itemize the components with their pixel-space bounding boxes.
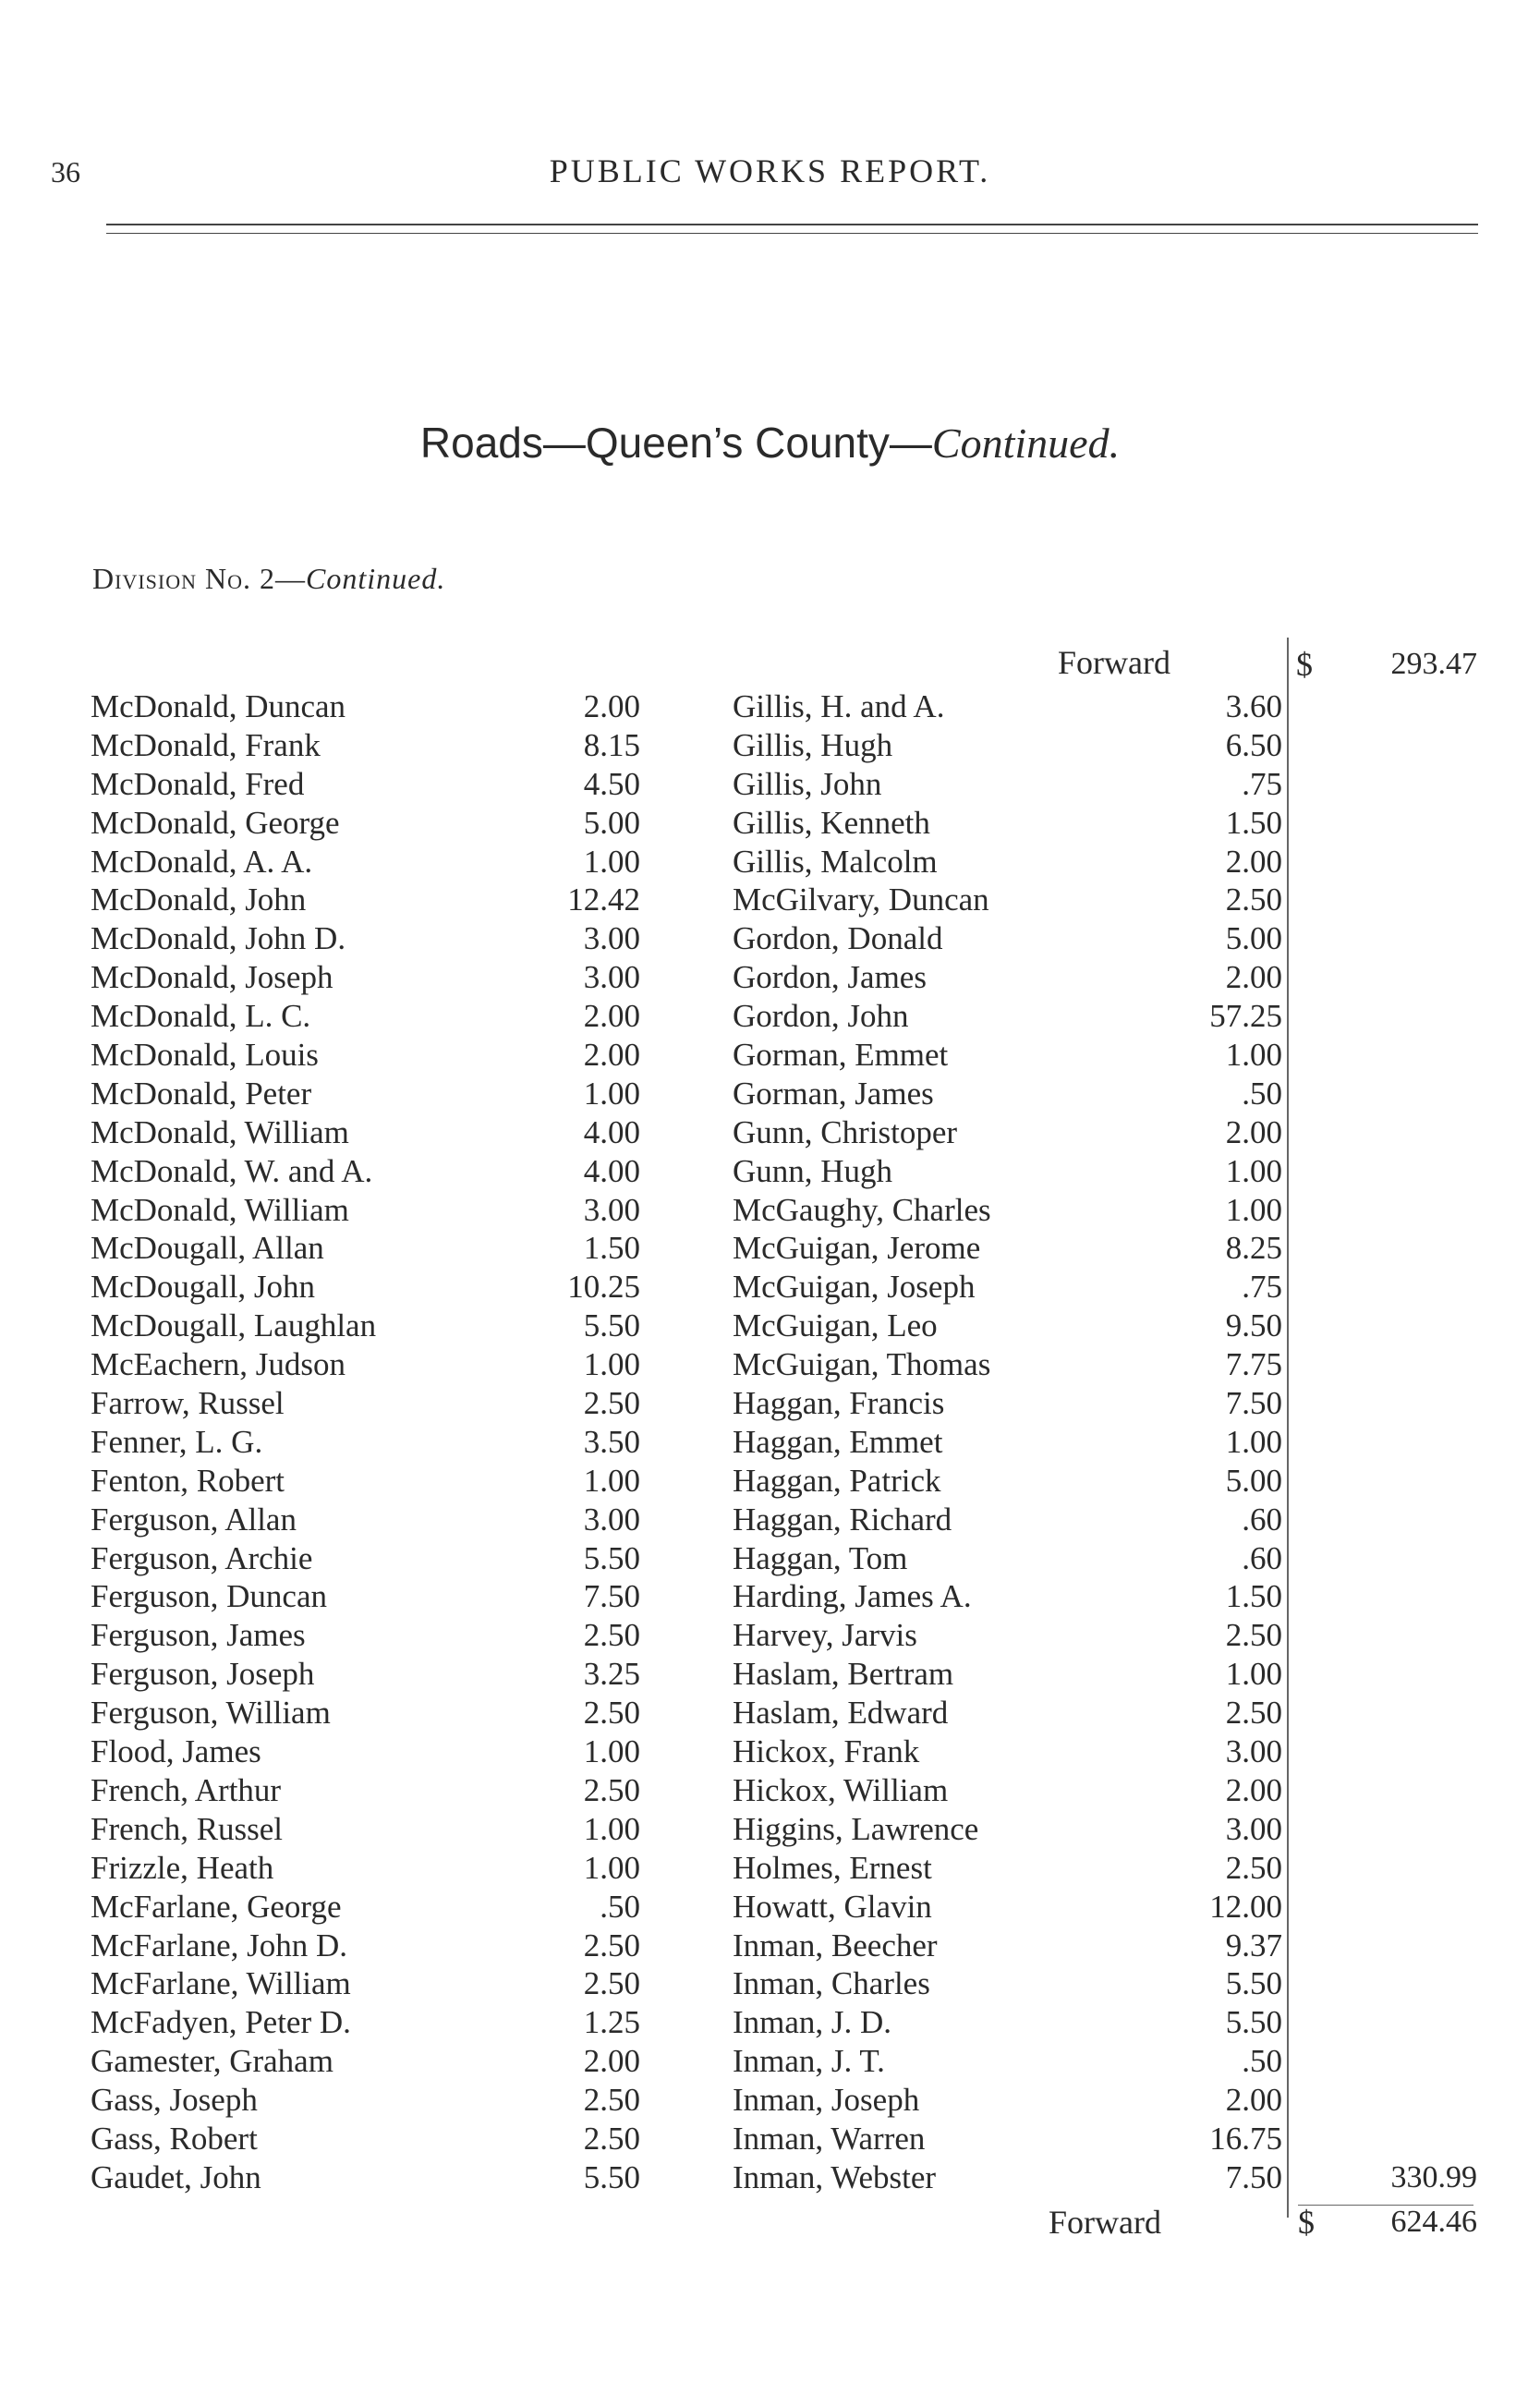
entry-name: Inman, J. T. — [733, 2043, 885, 2080]
entry-name: Ferguson, Duncan — [91, 1578, 327, 1615]
list-item — [91, 1616, 640, 1655]
entry-amount: .50 — [1242, 2043, 1282, 2080]
entry-amount: 5.50 — [583, 2158, 640, 2195]
entry-amount: 3.00 — [1225, 1810, 1282, 1847]
entry-amount: 1.00 — [1225, 1037, 1282, 1074]
entry-amount: 5.50 — [583, 1539, 640, 1576]
entry-name: Higgins, Lawrence — [733, 1810, 979, 1847]
entry-amount: 2.50 — [583, 2120, 640, 2157]
list-item — [91, 687, 640, 726]
list-item — [91, 1849, 640, 1888]
list-item — [733, 1423, 1282, 1462]
entry-name: McDougall, John — [91, 1269, 316, 1306]
entry-name: Gordon, John — [733, 998, 909, 1035]
entry-name: Hickox, William — [733, 1771, 949, 1808]
entry-amount: 1.25 — [583, 2004, 640, 2041]
list-item — [733, 2120, 1282, 2158]
list-item — [733, 1694, 1282, 1732]
entry-name: Ferguson, Archie — [91, 1539, 313, 1576]
entry-name: Gorman, James — [733, 1075, 934, 1112]
entry-amount: 9.50 — [1225, 1307, 1282, 1344]
entry-name: Fenton, Robert — [91, 1462, 285, 1499]
entry-name: McDonald, Frank — [91, 726, 321, 763]
list-item — [733, 1462, 1282, 1501]
entry-name: Gillis, Malcolm — [733, 843, 938, 880]
list-item — [733, 1655, 1282, 1694]
section-title-main: Roads—Queen’s County— — [419, 419, 932, 467]
list-item — [733, 1113, 1282, 1152]
entry-amount: 4.00 — [583, 1152, 640, 1189]
list-item — [91, 1152, 640, 1191]
entry-amount: 2.50 — [583, 1617, 640, 1654]
list-item — [733, 1036, 1282, 1075]
entry-amount: 2.00 — [1225, 1771, 1282, 1808]
list-item — [91, 726, 640, 765]
entry-amount: 16.75 — [1209, 2120, 1282, 2157]
list-item — [733, 804, 1282, 843]
entry-amount: 1.50 — [583, 1230, 640, 1267]
entry-name: Fenner, L. G. — [91, 1423, 263, 1460]
list-item — [733, 1501, 1282, 1539]
list-item — [733, 2081, 1282, 2120]
entry-name: Gamester, Graham — [91, 2043, 333, 2080]
entry-amount: 3.50 — [583, 1423, 640, 1460]
entry-amount: 3.00 — [583, 1501, 640, 1538]
entry-name: McFarlane, George — [91, 1888, 342, 1925]
list-item — [733, 958, 1282, 997]
list-item — [733, 919, 1282, 958]
entry-name: Ferguson, William — [91, 1695, 331, 1732]
list-item — [733, 2158, 1282, 2197]
entry-name: French, Russel — [91, 1810, 284, 1847]
list-item — [91, 1307, 640, 1345]
entry-amount: 7.50 — [1225, 2158, 1282, 2195]
entry-amount: 7.50 — [583, 1578, 640, 1615]
entry-amount: 1.00 — [583, 1733, 640, 1770]
entry-name: McGilvary, Duncan — [733, 881, 989, 918]
entry-name: McDonald, John D. — [91, 920, 346, 957]
list-item — [733, 1616, 1282, 1655]
forward-bottom-amount: 624.46 — [1390, 2205, 1477, 2239]
list-item — [733, 1268, 1282, 1307]
entry-name: McDonald, Fred — [91, 765, 305, 802]
entry-name: Haggan, Patrick — [733, 1462, 941, 1499]
entry-amount: 2.00 — [583, 998, 640, 1035]
entry-name: McDonald, George — [91, 804, 340, 841]
list-item — [733, 881, 1282, 919]
entry-name: Harvey, Jarvis — [733, 1617, 917, 1654]
list-item — [733, 1345, 1282, 1384]
entry-name: Haggan, Emmet — [733, 1423, 943, 1460]
list-item — [733, 1191, 1282, 1230]
list-item — [733, 1577, 1282, 1616]
entry-name: McDonald, W. and A. — [91, 1152, 373, 1189]
section-title — [0, 418, 1540, 468]
list-item — [733, 1307, 1282, 1345]
entry-amount: 9.37 — [1225, 1927, 1282, 1963]
list-item — [91, 919, 640, 958]
entry-name: Frizzle, Heath — [91, 1849, 274, 1886]
list-item — [733, 2042, 1282, 2081]
entry-name: Flood, James — [91, 1733, 261, 1770]
entry-name: Ferguson, Joseph — [91, 1656, 315, 1693]
entry-name: Hickox, Frank — [733, 1733, 920, 1770]
entry-name: Inman, J. D. — [733, 2004, 892, 2041]
list-item — [733, 1152, 1282, 1191]
entry-amount: 3.00 — [1225, 1733, 1282, 1770]
entry-amount: 1.00 — [583, 1075, 640, 1112]
division-heading — [92, 562, 445, 596]
list-item — [733, 1229, 1282, 1268]
running-head: PUBLIC WORKS REPORT. — [549, 152, 991, 189]
entry-amount: 1.00 — [1225, 1656, 1282, 1693]
entry-name: Inman, Beecher — [733, 1927, 938, 1963]
entry-name: Gass, Joseph — [91, 2082, 258, 2119]
entry-amount: 2.00 — [583, 1037, 640, 1074]
list-item — [733, 997, 1282, 1036]
list-item — [733, 1927, 1282, 1965]
entry-amount: 1.00 — [583, 1346, 640, 1383]
entry-amount: 2.50 — [583, 1385, 640, 1422]
entry-amount: 1.00 — [583, 843, 640, 880]
entry-name: Gass, Robert — [91, 2120, 258, 2157]
entry-name: McDonald, Joseph — [91, 959, 333, 996]
entry-name: Gillis, Hugh — [733, 726, 893, 763]
list-item — [91, 1810, 640, 1849]
entry-amount: 5.50 — [583, 1307, 640, 1344]
entry-name: McDonald, L. C. — [91, 998, 311, 1035]
entry-amount: 2.50 — [1225, 881, 1282, 918]
right-entry-list — [733, 687, 1282, 2197]
division-label: Division No. — [92, 562, 251, 595]
entry-name: McFadyen, Peter D. — [91, 2004, 351, 2041]
entry-amount: 1.00 — [1225, 1152, 1282, 1189]
entry-amount: 8.25 — [1225, 1230, 1282, 1267]
list-item — [91, 1075, 640, 1113]
entry-amount: 2.00 — [1225, 959, 1282, 996]
list-item — [91, 1345, 640, 1384]
entry-amount: 1.00 — [1225, 1191, 1282, 1228]
list-item — [91, 1927, 640, 1965]
entry-amount: .50 — [1242, 1075, 1282, 1112]
entry-amount: 2.00 — [583, 688, 640, 724]
list-item — [91, 1655, 640, 1694]
entry-name: Haslam, Edward — [733, 1695, 949, 1732]
entry-amount: 2.50 — [1225, 1849, 1282, 1886]
list-item — [733, 1849, 1282, 1888]
entry-name: Gorman, Emmet — [733, 1037, 949, 1074]
entry-name: McDougall, Allan — [91, 1230, 324, 1267]
entry-amount: 10.25 — [567, 1269, 640, 1306]
list-item — [91, 1732, 640, 1771]
header-rule — [106, 224, 1478, 225]
entry-amount: 1.50 — [1225, 804, 1282, 841]
entry-amount: 5.00 — [583, 804, 640, 841]
list-item — [733, 726, 1282, 765]
entry-amount: 2.50 — [583, 1695, 640, 1732]
forward-bottom-currency: $ — [1298, 2204, 1315, 2241]
entry-amount: 1.00 — [583, 1810, 640, 1847]
entry-name: McGuigan, Thomas — [733, 1346, 991, 1383]
entry-amount: 3.00 — [583, 1191, 640, 1228]
entry-name: Inman, Joseph — [733, 2082, 920, 2119]
list-item — [733, 1075, 1282, 1113]
entry-name: Holmes, Ernest — [733, 1849, 932, 1886]
entry-amount: 2.00 — [583, 2043, 640, 2080]
list-item — [733, 1539, 1282, 1578]
entry-amount: 5.50 — [1225, 1965, 1282, 2002]
entry-amount: 6.50 — [1225, 726, 1282, 763]
list-item — [91, 2158, 640, 2197]
entry-name: McGuigan, Joseph — [733, 1269, 976, 1306]
list-item — [91, 2081, 640, 2120]
entry-amount: .60 — [1242, 1501, 1282, 1538]
list-item — [91, 1964, 640, 2003]
entry-name: Gunn, Christoper — [733, 1113, 958, 1150]
list-item — [91, 958, 640, 997]
entry-name: McDonald, Louis — [91, 1037, 319, 1074]
list-item — [91, 2042, 640, 2081]
entry-amount: .75 — [1242, 1269, 1282, 1306]
list-item — [733, 2003, 1282, 2042]
entry-name: McDonald, Peter — [91, 1075, 312, 1112]
entry-name: Farrow, Russel — [91, 1385, 285, 1422]
entry-name: Ferguson, James — [91, 1617, 306, 1654]
entry-amount: 7.75 — [1225, 1346, 1282, 1383]
list-item — [91, 1036, 640, 1075]
entry-name: French, Arthur — [91, 1771, 282, 1808]
entry-name: Gunn, Hugh — [733, 1152, 893, 1189]
list-item — [91, 1423, 640, 1462]
entry-name: Inman, Warren — [733, 2120, 926, 2157]
list-item — [91, 804, 640, 843]
entry-name: McDonald, William — [91, 1191, 349, 1228]
entry-amount: 57.25 — [1209, 998, 1282, 1035]
list-item — [91, 1694, 640, 1732]
entry-name: McFarlane, William — [91, 1965, 351, 2002]
entry-name: Haggan, Tom — [733, 1539, 908, 1576]
amount-column-rule — [1287, 638, 1289, 2218]
forward-top-amount: 293.47 — [1390, 647, 1477, 681]
entry-amount: .60 — [1242, 1539, 1282, 1576]
list-item — [91, 1191, 640, 1230]
entry-amount: 2.50 — [1225, 1695, 1282, 1732]
section-title-continued: Continued. — [931, 419, 1121, 467]
entry-name: McGaughy, Charles — [733, 1191, 991, 1228]
entry-amount: 2.50 — [583, 2082, 640, 2119]
entry-amount: .50 — [600, 1888, 640, 1925]
entry-amount: 3.00 — [583, 920, 640, 957]
list-item — [733, 1732, 1282, 1771]
page-number: 36 — [51, 155, 80, 188]
entry-name: Haggan, Richard — [733, 1501, 952, 1538]
forward-top-currency: $ — [1296, 646, 1313, 683]
entry-amount: 4.50 — [583, 765, 640, 802]
entry-name: Haslam, Bertram — [733, 1656, 954, 1693]
entry-name: Inman, Webster — [733, 2158, 937, 2195]
entry-amount: 2.50 — [1225, 1617, 1282, 1654]
forward-bottom-label: Forward — [1049, 2204, 1161, 2241]
entry-amount: 1.00 — [583, 1462, 640, 1499]
entry-amount: 8.15 — [583, 726, 640, 763]
entry-amount: 4.00 — [583, 1113, 640, 1150]
entry-name: Gaudet, John — [91, 2158, 261, 2195]
list-item — [733, 843, 1282, 881]
entry-amount: 7.50 — [1225, 1385, 1282, 1422]
entry-name: Gillis, H. and A. — [733, 688, 945, 724]
list-item — [91, 1771, 640, 1810]
entry-amount: .75 — [1242, 765, 1282, 802]
entry-name: McFarlane, John D. — [91, 1927, 348, 1963]
list-item — [91, 765, 640, 804]
list-item — [733, 1964, 1282, 2003]
entry-amount: 2.00 — [1225, 843, 1282, 880]
left-entry-list — [91, 687, 640, 2197]
entry-amount: 3.00 — [583, 959, 640, 996]
entry-amount: 1.00 — [583, 1849, 640, 1886]
list-item — [91, 1539, 640, 1578]
division-number: 2— — [259, 562, 306, 595]
list-item — [91, 1501, 640, 1539]
entry-name: Gordon, Donald — [733, 920, 943, 957]
header-rule-thin — [106, 233, 1478, 234]
entry-amount: 5.00 — [1225, 1462, 1282, 1499]
entry-name: McGuigan, Jerome — [733, 1230, 981, 1267]
entry-name: Inman, Charles — [733, 1965, 930, 2002]
entry-name: Howatt, Glavin — [733, 1888, 932, 1925]
entry-amount: 1.00 — [1225, 1423, 1282, 1460]
entry-name: Gillis, John — [733, 765, 882, 802]
list-item — [91, 2120, 640, 2158]
entry-amount: 5.00 — [1225, 920, 1282, 957]
entry-name: McDougall, Laughlan — [91, 1307, 377, 1344]
entry-amount: 1.50 — [1225, 1578, 1282, 1615]
list-item — [91, 1268, 640, 1307]
list-item — [733, 687, 1282, 726]
entry-amount: 12.42 — [567, 881, 640, 918]
entry-amount: 3.25 — [583, 1656, 640, 1693]
forward-top-label: Forward — [1058, 644, 1170, 681]
list-item — [91, 843, 640, 881]
list-item — [733, 1810, 1282, 1849]
list-item — [91, 2003, 640, 2042]
entry-name: Gordon, James — [733, 959, 927, 996]
entry-name: Ferguson, Allan — [91, 1501, 297, 1538]
list-item — [91, 1888, 640, 1927]
entry-name: Gillis, Kenneth — [733, 804, 930, 841]
list-item — [733, 1888, 1282, 1927]
list-item — [733, 1771, 1282, 1810]
entry-name: Harding, James A. — [733, 1578, 972, 1615]
list-item — [91, 1384, 640, 1423]
entry-amount: 2.50 — [583, 1927, 640, 1963]
list-item — [91, 1229, 640, 1268]
entry-amount: 12.00 — [1209, 1888, 1282, 1925]
list-item — [733, 1384, 1282, 1423]
entry-amount: 2.00 — [1225, 2082, 1282, 2119]
entry-name: McDonald, John — [91, 881, 307, 918]
list-item — [91, 997, 640, 1036]
division-continued: Continued. — [305, 562, 446, 595]
entry-amount: 3.60 — [1225, 688, 1282, 724]
subtotal-amount: 330.99 — [1390, 2160, 1477, 2194]
entry-name: McGuigan, Leo — [733, 1307, 938, 1344]
entry-amount: 2.00 — [1225, 1113, 1282, 1150]
entry-amount: 2.50 — [583, 1965, 640, 2002]
list-item — [91, 881, 640, 919]
entry-name: McDonald, William — [91, 1113, 349, 1150]
entry-name: McDonald, A. A. — [91, 843, 313, 880]
list-item — [91, 1577, 640, 1616]
list-item — [91, 1113, 640, 1152]
entry-amount: 5.50 — [1225, 2004, 1282, 2041]
list-item — [733, 765, 1282, 804]
entry-name: McDonald, Duncan — [91, 688, 346, 724]
list-item — [91, 1462, 640, 1501]
entry-amount: 2.50 — [583, 1771, 640, 1808]
entry-name: McEachern, Judson — [91, 1346, 346, 1383]
entry-name: Haggan, Francis — [733, 1385, 945, 1422]
